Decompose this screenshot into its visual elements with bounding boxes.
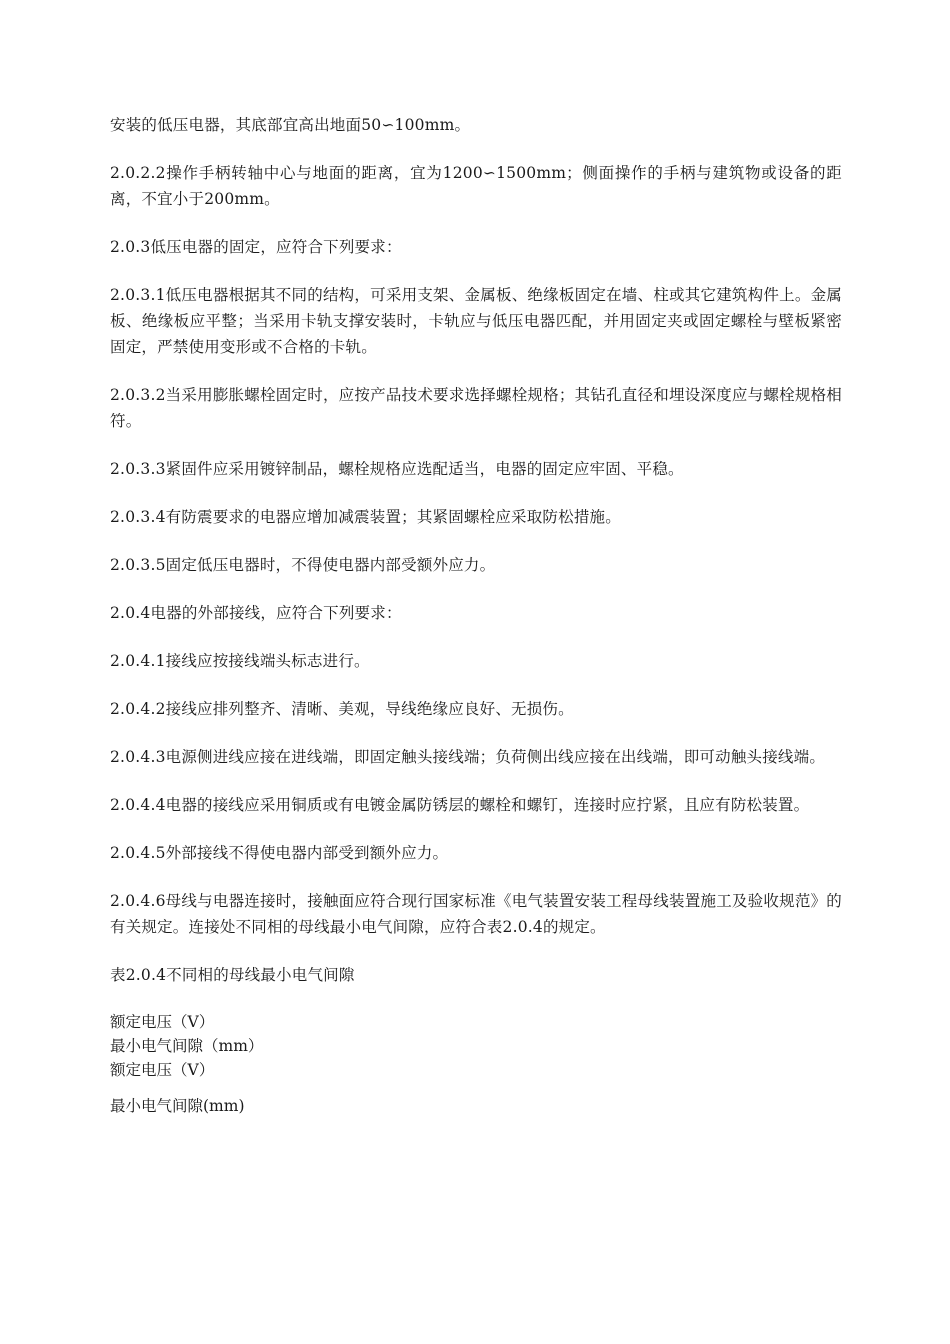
table-header-block bbox=[110, 1010, 842, 1118]
paragraph: 2.0.4电器的外部接线，应符合下列要求： bbox=[110, 604, 402, 622]
document-page bbox=[110, 112, 842, 1138]
paragraph: 2.0.3低压电器的固定，应符合下列要求： bbox=[110, 238, 402, 256]
paragraph: 安装的低压电器，其底部宜高出地面50∽100mm。 bbox=[110, 116, 471, 134]
paragraph: 2.0.3.4有防震要求的电器应增加减震装置；其紧固螺栓应采取防松措施。 bbox=[110, 508, 621, 526]
table-header-min-clearance-2: 最小电气间隙(mm) bbox=[110, 1097, 245, 1115]
table-header-min-clearance: 最小电气间隙（mm） bbox=[110, 1037, 264, 1055]
paragraph: 2.0.3.5固定低压电器时，不得使电器内部受额外应力。 bbox=[110, 556, 496, 574]
paragraph: 2.0.4.3电源侧进线应接在进线端，即固定触头接线端；负荷侧出线应接在出线端，即可动触头接线端。 bbox=[110, 748, 826, 766]
paragraph: 2.0.3.3紧固件应采用镀锌制品，螺栓规格应选配适当，电器的固定应牢固、平稳。 bbox=[110, 460, 684, 478]
paragraph: 2.0.4.2接线应排列整齐、清晰、美观，导线绝缘应良好、无损伤。 bbox=[110, 700, 574, 718]
table-header-rated-voltage: 额定电压（V） bbox=[110, 1013, 215, 1031]
spacer bbox=[110, 1082, 842, 1094]
table-header-rated-voltage-2: 额定电压（V） bbox=[110, 1061, 215, 1079]
paragraph: 2.0.3.2当采用膨胀螺栓固定时，应按产品技术要求选择螺栓规格；其钻孔直径和埋设深度应与螺栓规格相符。 bbox=[110, 386, 842, 430]
paragraph: 2.0.3.1低压电器根据其不同的结构，可采用支架、金属板、绝缘板固定在墙、柱或其它建筑构件上。金属板、绝缘板应平整；当采用卡轨支撑安装时，卡轨应与低压电器匹配，并用固定夹或固定螺栓与壁板紧密固定，严禁使用变形或不合格的卡轨。 bbox=[110, 286, 842, 356]
paragraph: 2.0.4.1接线应按接线端头标志进行。 bbox=[110, 652, 370, 670]
table-caption: 表2.0.4不同相的母线最小电气间隙 bbox=[110, 966, 355, 984]
paragraph: 2.0.4.6母线与电器连接时，接触面应符合现行国家标准《电气装置安装工程母线装置施工及验收规范》的有关规定。连接处不同相的母线最小电气间隙，应符合表2.0.4的规定。 bbox=[110, 892, 842, 936]
paragraph: 2.0.2.2操作手柄转轴中心与地面的距离，宜为1200∽1500mm；侧面操作的手柄与建筑物或设备的距离，不宜小于200mm。 bbox=[110, 164, 842, 208]
paragraph: 2.0.4.4电器的接线应采用铜质或有电镀金属防锈层的螺栓和螺钉，连接时应拧紧，且应有防松装置。 bbox=[110, 796, 810, 814]
paragraph: 2.0.4.5外部接线不得使电器内部受到额外应力。 bbox=[110, 844, 449, 862]
